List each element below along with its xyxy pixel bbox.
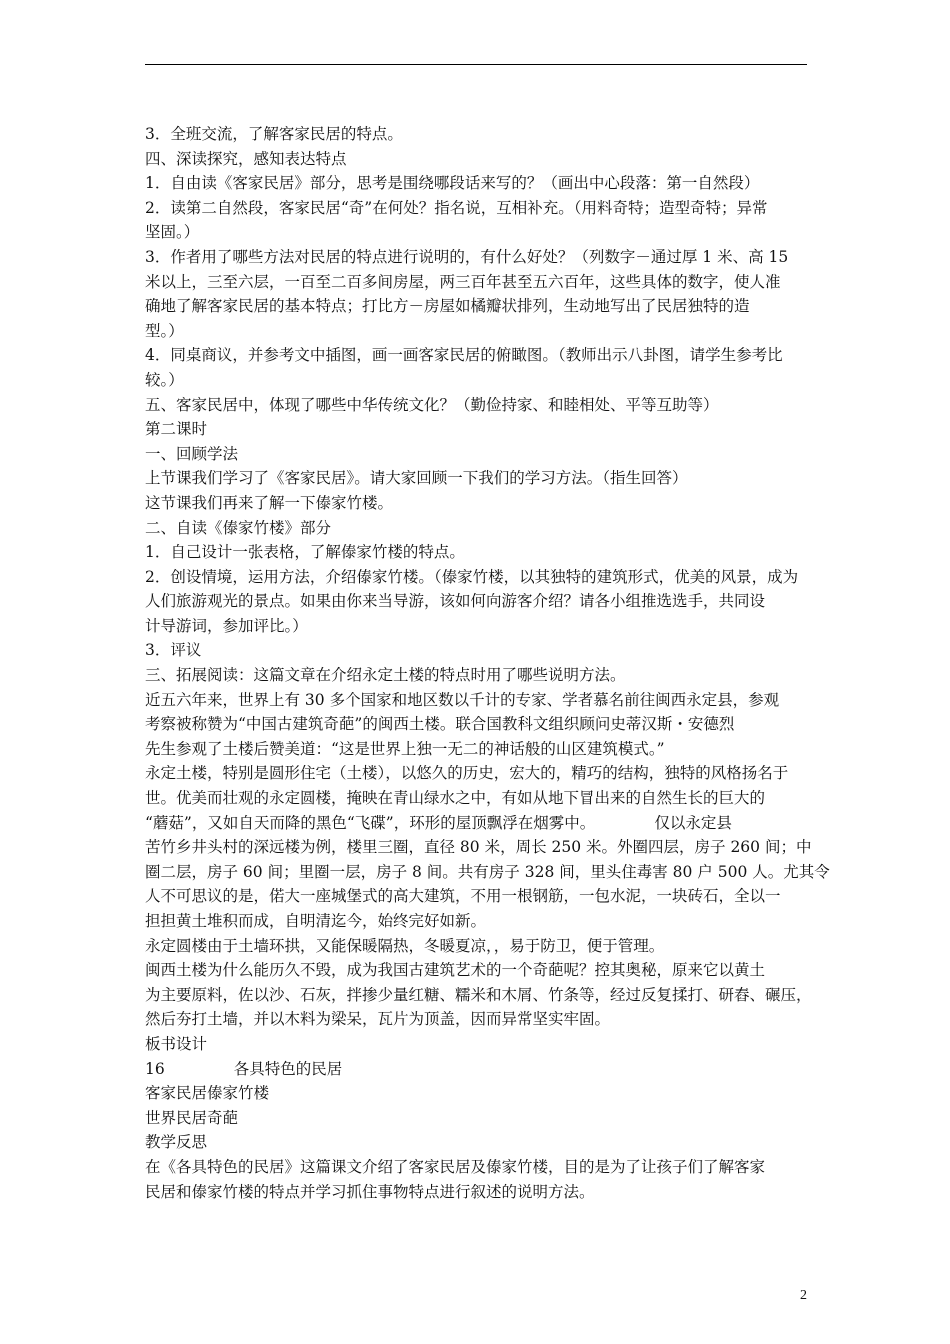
text-line: 民居和傣家竹楼的特点并学习抓住事物特点进行叙述的说明方法。 (145, 1182, 595, 1201)
text-line: 世。优美而壮观的永定圆楼，掩映在青山绿水之中，有如从地下冒出来的自然生长的巨大的 (145, 789, 766, 808)
text-line: 闽西土楼为什么能历久不毁，成为我国古建筑艺术的一个奇葩呢？控其奥秘，原来它以黄土 (145, 961, 766, 980)
text-line: 16 各具特色的民居 (145, 1059, 343, 1078)
text-line: 3．全班交流，了解客家民居的特点。 (145, 125, 403, 143)
text-line: 为主要原料，佐以沙、石灰，拌掺少量红糖、糯米和木屑、竹条等，经过反复揉打、研舂、碾压， (145, 985, 812, 1004)
text-line: 先生参观了土楼后赞美道：“这是世界上独一无二的神话般的山区建筑模式。” (145, 739, 665, 758)
text-line: 确地了解客家民居的基本特点；打比方－房屋如橘瓣状排列，生动地写出了民居独特的造 (145, 297, 750, 316)
text-line: 人不可思议的是，偌大一座城堡式的高大建筑，不用一根钢筋，一包水泥，一块砖石，全以一 (145, 887, 781, 906)
text-line: 1．自由读《客家民居》部分，思考是围绕哪段话来写的？（画出中心段落：第一自然段） (145, 174, 760, 193)
lesson-heading: 第二课时 (145, 420, 208, 439)
text-line: 考察被称赞为“中国古建筑奇葩”的闽西土楼。联合国教科文组织顾问史蒂汉斯・安德烈 (145, 715, 735, 734)
text-line: 客家民居傣家竹楼 (145, 1084, 270, 1103)
text-line: 米以上，三至六层，一百至二百多间房屋，两三百年甚至五六百年，这些具体的数字，使人准 (145, 272, 781, 291)
header-rule (145, 64, 807, 65)
text-line: 上节课我们学习了《客家民居》。请大家回顾一下我们的学习方法。（指生回答） (145, 469, 688, 488)
text-line: 2．创设情境，运用方法，介绍傣家竹楼。（傣家竹楼，以其独特的建筑形式，优美的风景，成为 (145, 567, 799, 586)
section-heading: 二、自读《傣家竹楼》部分 (145, 518, 332, 537)
text-line: 人们旅游观光的景点。如果由你来当导游，该如何向游客介绍？请各小组推选选手，共同设 (145, 592, 766, 611)
text-line: 2．读第二自然段，客家民居“奇”在何处？指名说，互相补充。（用料奇特；造型奇特；异常 (145, 198, 768, 217)
section-heading: 五、客家民居中，体现了哪些中华传统文化？（勤俭持家、和睦相处、平等互助等） (145, 395, 719, 414)
section-heading: 教学反思 (145, 1133, 208, 1152)
text-line: “蘑菇”，又如自天而降的黑色“飞碟”，环形的屋顶飘浮在烟雾中。 仅以永定县 (145, 813, 732, 832)
text-line: 1．自己设计一张表格，了解傣家竹楼的特点。 (145, 543, 465, 562)
section-heading: 三、拓展阅读：这篇文章在介绍永定土楼的特点时用了哪些说明方法。 (145, 666, 626, 685)
text-line: 圈二层，房子 60 间；里圈一层，房子 8 间。共有房子 328 间，里头住毒害 80 户 500 人。尤其令 (145, 862, 830, 881)
section-heading: 一、回顾学法 (145, 444, 239, 463)
text-line: 永定圆楼由于土墙环拱，又能保暖隔热，冬暖夏凉，，易于防卫，便于管理。 (145, 936, 665, 955)
text-line: 3．评议 (145, 641, 202, 660)
text-line: 3．作者用了哪些方法对民居的特点进行说明的，有什么好处？（列数字－通过厚 1 米、高 15 (145, 247, 789, 266)
text-line: 然后夯打土墙，并以木料为梁呆，瓦片为顶盖，因而异常坚实牢固。 (145, 1010, 611, 1029)
text-line: 4．同桌商议，并参考文中插图，画一画客家民居的俯瞰图。（教师出示八卦图，请学生参考比 (145, 346, 783, 365)
section-heading: 四、深读探究，感知表达特点 (145, 149, 347, 168)
text-line: 这节课我们再来了解一下傣家竹楼。 (145, 493, 394, 512)
text-line: 苦竹乡井头村的深远楼为例，楼里三圈，直径 80 米，周长 250 米。外圈四层，房子 260 间；中 (145, 838, 812, 857)
text-line: 计导游词，参加评比。） (145, 616, 308, 635)
text-line: 近五六年来，世界上有 30 多个国家和地区数以千计的专家、学者慕名前往闽西永定县，参观 (145, 690, 780, 709)
page-number: 2 (800, 1288, 807, 1303)
text-line: 较。） (145, 370, 184, 389)
text-line: 担担黄土堆积而成，自明清迄今，始终完好如新。 (145, 912, 487, 930)
text-line: 永定土楼，特别是圆形住宅（土楼），以悠久的历史，宏大的，精巧的结构，独特的风格扬名于 (145, 764, 789, 783)
text-line: 世界民居奇葩 (145, 1108, 239, 1127)
text-line: 坚固。） (145, 223, 200, 242)
section-heading: 板书设计 (145, 1034, 208, 1053)
text-line: 型。） (145, 321, 184, 340)
document-body (145, 122, 830, 1204)
text-line: 在《各具特色的民居》这篇课文介绍了客家民居及傣家竹楼，目的是为了让孩子们了解客家 (145, 1157, 766, 1176)
